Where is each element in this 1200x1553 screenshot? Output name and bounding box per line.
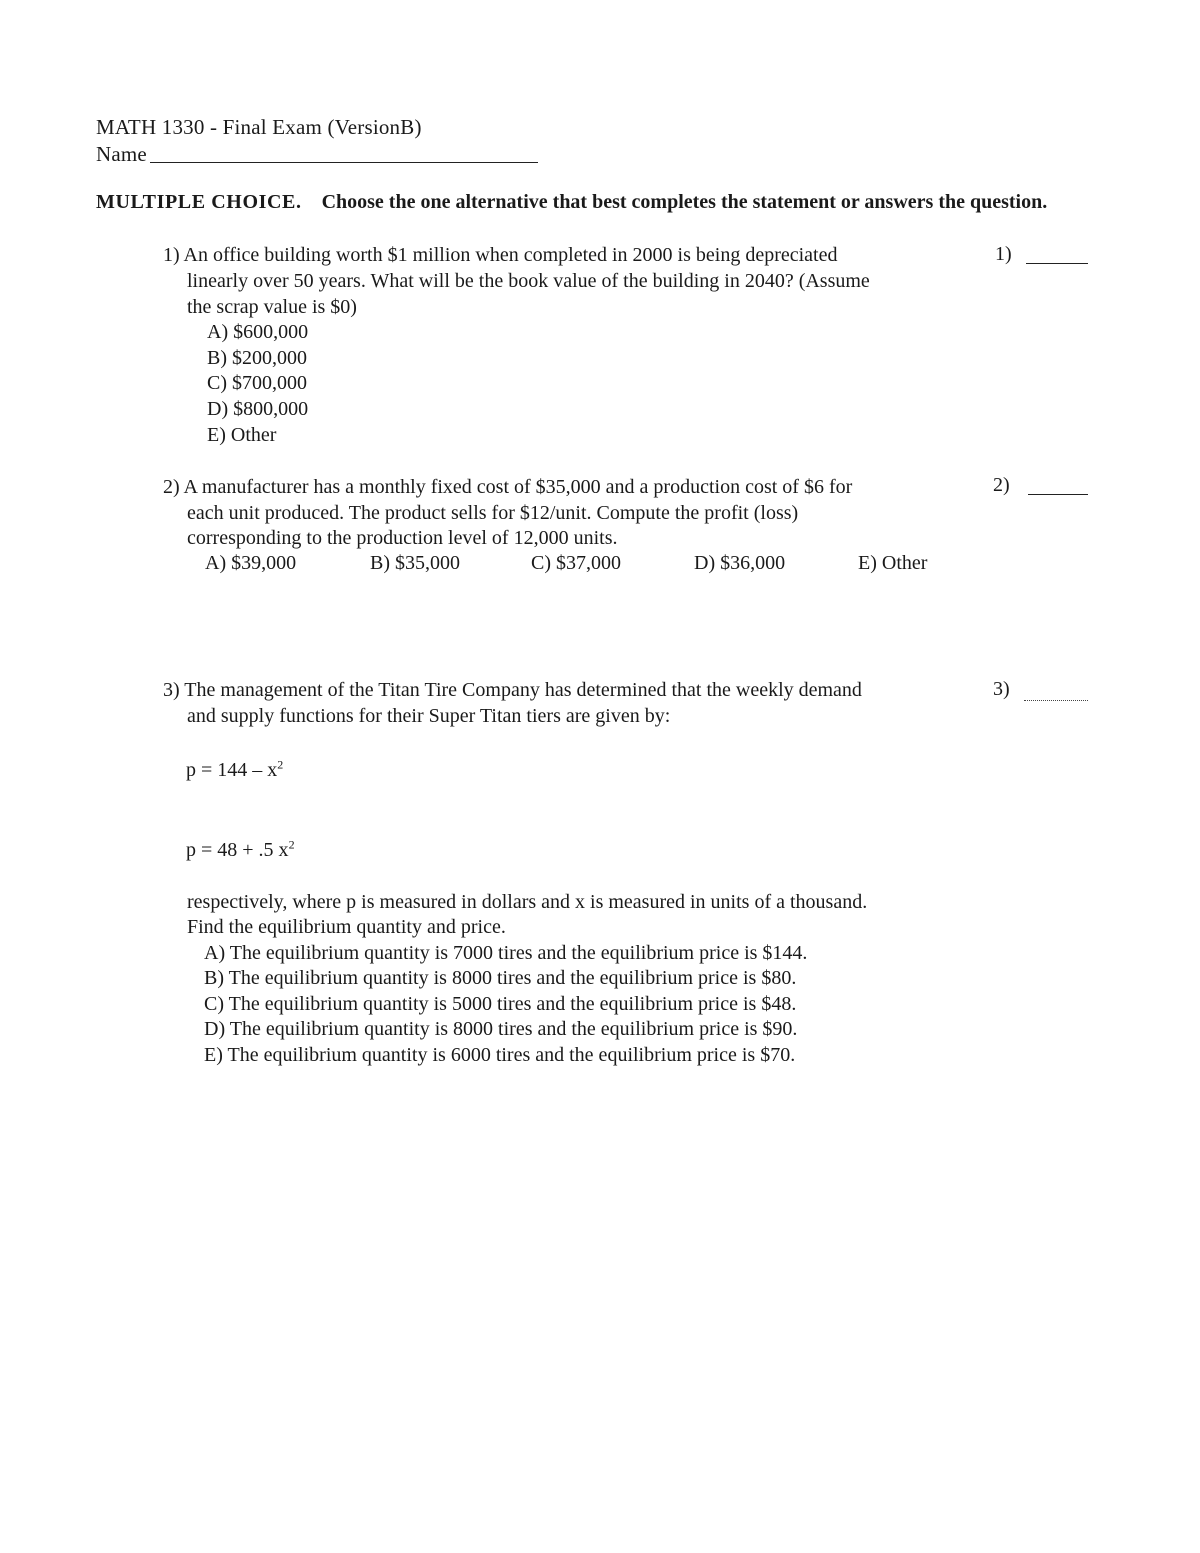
- choice-1d[interactable]: D) $800,000: [207, 398, 309, 420]
- answer-blank-1[interactable]: [1026, 263, 1088, 264]
- choice-1c[interactable]: C) $700,000: [207, 372, 307, 394]
- question-2-line-3: corresponding to the production level of 12,000 units.: [187, 527, 618, 549]
- question-1-line-1: 1) An office building worth $1 million when completed in 2000 is being depreciated: [163, 244, 838, 266]
- answer-label-1: 1): [995, 243, 1012, 265]
- choice-2e[interactable]: E) Other: [858, 552, 928, 574]
- answer-label-3: 3): [993, 678, 1010, 700]
- exam-title: MATH 1330 - Final Exam (VersionB): [96, 115, 422, 139]
- choice-2a[interactable]: A) $39,000: [205, 552, 297, 574]
- answer-blank-3[interactable]: [1024, 700, 1088, 701]
- instructions-text: Choose the one alternative that best completes the statement or answers the question.: [321, 191, 1048, 213]
- question-3-line-1: 3) The management of the Titan Tire Company has determined that the weekly demand: [163, 679, 862, 701]
- choice-3b[interactable]: B) The equilibrium quantity is 8000 tires and the equilibrium price is $80.: [204, 967, 797, 989]
- supply-equation: [186, 837, 295, 863]
- choice-3a[interactable]: A) The equilibrium quantity is 7000 tires and the equilibrium price is $144.: [204, 942, 808, 964]
- question-3-line-2: and supply functions for their Super Titan tiers are given by:: [187, 705, 671, 727]
- supply-equation-base: p = 48 + .5 x: [186, 839, 289, 861]
- question-3-after-line-2: Find the equilibrium quantity and price.: [187, 916, 506, 938]
- question-3-after-line-1: respectively, where p is measured in dollars and x is measured in units of a thousand.: [187, 891, 868, 913]
- instructions-lead: MULTIPLE CHOICE.: [96, 191, 302, 213]
- question-1-line-3: the scrap value is $0): [187, 296, 357, 318]
- answer-label-2: 2): [993, 474, 1010, 496]
- choice-1e[interactable]: E) Other: [207, 424, 277, 446]
- question-1-line-2: linearly over 50 years. What will be the book value of the building in 2040? (Assume: [187, 270, 870, 292]
- demand-equation-exponent: 2: [277, 757, 284, 772]
- supply-equation-exponent: 2: [288, 837, 295, 852]
- choice-2b[interactable]: B) $35,000: [370, 552, 460, 574]
- question-2-line-2: each unit produced. The product sells for $12/unit. Compute the profit (loss): [187, 502, 799, 524]
- choice-1a[interactable]: A) $600,000: [207, 321, 309, 343]
- choice-3d[interactable]: D) The equilibrium quantity is 8000 tires and the equilibrium price is $90.: [204, 1018, 798, 1040]
- demand-equation: [186, 757, 283, 783]
- choice-2d[interactable]: D) $36,000: [694, 552, 786, 574]
- question-2-line-1: 2) A manufacturer has a monthly fixed cost of $35,000 and a production cost of $6 for: [163, 476, 853, 498]
- choice-1b[interactable]: B) $200,000: [207, 347, 307, 369]
- choice-3e[interactable]: E) The equilibrium quantity is 6000 tires and the equilibrium price is $70.: [204, 1044, 796, 1066]
- demand-equation-base: p = 144 – x: [186, 759, 278, 781]
- choice-2c[interactable]: C) $37,000: [531, 552, 621, 574]
- instructions: [96, 190, 1061, 215]
- name-field-line[interactable]: [150, 162, 538, 163]
- choice-3c[interactable]: C) The equilibrium quantity is 5000 tires and the equilibrium price is $48.: [204, 993, 797, 1015]
- answer-blank-2[interactable]: [1028, 494, 1088, 495]
- name-label: Name: [96, 142, 147, 166]
